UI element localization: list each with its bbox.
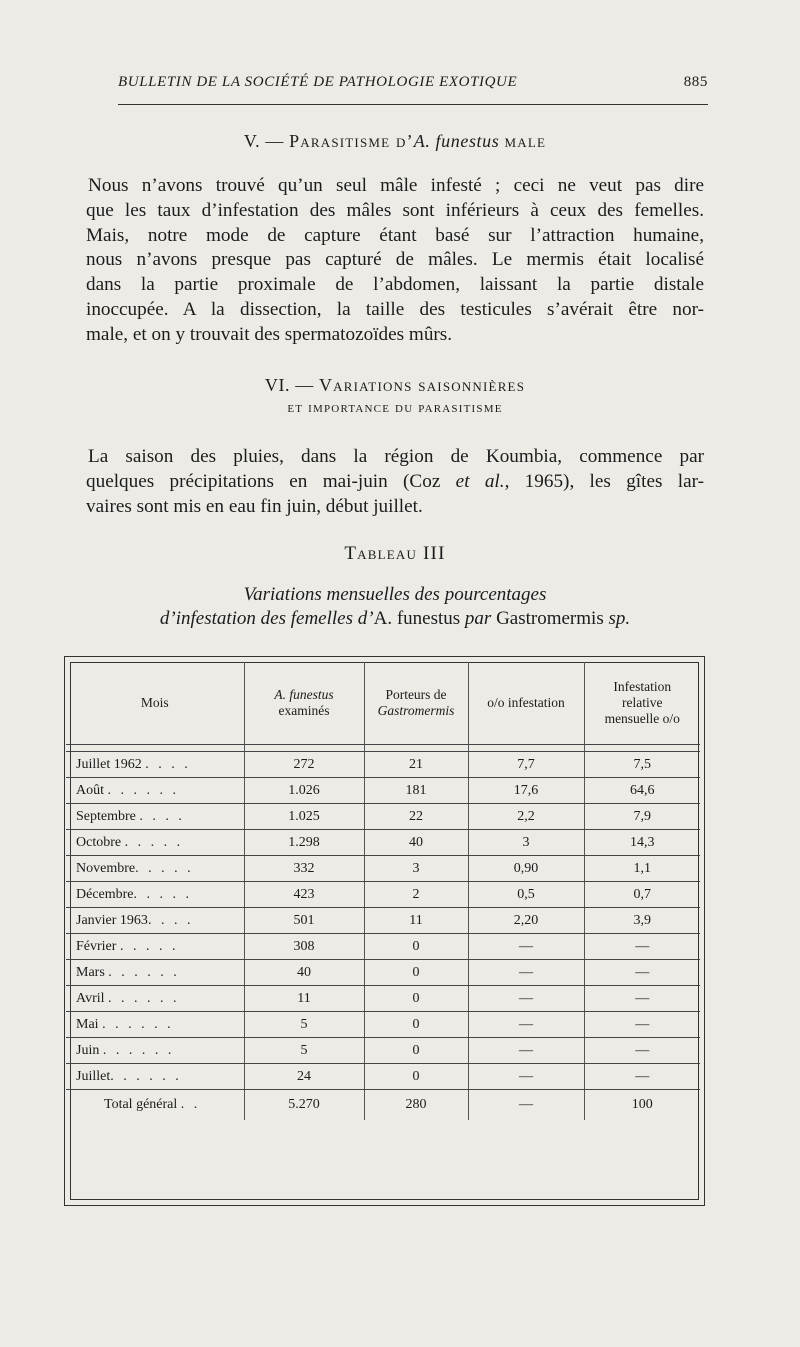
month-label: Juillet 1962 (76, 756, 142, 772)
cell-examines: 308 (244, 934, 364, 960)
header-examines (244, 662, 364, 745)
cell-mois (66, 1012, 244, 1038)
dot-leader: . . . . . . (108, 964, 180, 980)
cell-examines: 1.298 (244, 830, 364, 856)
section-5-paragraph (86, 174, 704, 348)
page-number: 885 (683, 74, 708, 90)
cell-infestation: 0,90 (468, 856, 584, 882)
caption-genus: Gastromermis (496, 608, 604, 629)
cell-mois (66, 960, 244, 986)
header-rule (118, 104, 708, 105)
dot-leader: . . . . . . (108, 990, 180, 1006)
month-label: Juillet (76, 1068, 111, 1084)
cell-porteurs: 0 (364, 934, 468, 960)
paragraph-line: vaires sont mis en eau fin juin, début juillet. (86, 495, 423, 517)
month-label: Octobre (76, 834, 122, 850)
cell-total-porteurs: 280 (364, 1090, 468, 1121)
dot-leader: . . . . . (119, 938, 179, 954)
journal-title: BULLETIN DE LA SOCIÉTÉ DE PATHOLOGIE EXOTIQUE (118, 74, 518, 90)
table-caption (60, 583, 730, 631)
table-row (66, 1064, 700, 1090)
paragraph-line: dans la partie proximale de l’abdomen, laissant la partie distale (86, 274, 704, 296)
cell-examines: 1.025 (244, 804, 364, 830)
dot-leader: . . . . (147, 912, 194, 928)
caption-text: d’infestation des femelles d’ (159, 608, 374, 629)
header-relative-3: mensuelle o/o (604, 711, 680, 726)
cell-porteurs: 40 (364, 830, 468, 856)
cell-examines: 423 (244, 882, 364, 908)
cell-mois (66, 1038, 244, 1064)
header-infestation: o/o infestation (468, 662, 584, 745)
cell-examines: 501 (244, 908, 364, 934)
cell-porteurs: 181 (364, 778, 468, 804)
month-label: Avril (76, 990, 105, 1006)
cell-mois (66, 908, 244, 934)
dot-leader: . . . . . (135, 860, 194, 876)
section-6-heading-line-2: et importance du parasitisme (287, 400, 503, 416)
cell-infestation: — (468, 934, 584, 960)
paragraph-line: inoccupée. A la dissection, la taille des testicules s’avérait être nor- (86, 298, 704, 320)
paragraph-text: quelques précipitations en mai-juin (Coz (86, 470, 456, 492)
cell-mois (66, 1064, 244, 1090)
cell-relative: 64,6 (584, 778, 700, 804)
section-5-number: V. — (243, 131, 284, 151)
cell-porteurs: 0 (364, 1064, 468, 1090)
cell-relative: — (584, 1012, 700, 1038)
cell-relative: — (584, 960, 700, 986)
cell-porteurs: 0 (364, 986, 468, 1012)
table-title (80, 543, 710, 565)
table-row (66, 908, 700, 934)
table-row (66, 1012, 700, 1038)
cell-examines: 5 (244, 1038, 364, 1064)
header-examines-text: examinés (278, 703, 330, 718)
cell-porteurs: 0 (364, 1012, 468, 1038)
dot-leader: . . . . . . (102, 1042, 175, 1058)
table-title-text: Tableau III (344, 543, 446, 564)
total-label: Total général (104, 1097, 178, 1112)
cell-infestation: — (468, 1064, 584, 1090)
cell-relative: — (584, 934, 700, 960)
cell-relative: 7,9 (584, 804, 700, 830)
cell-examines: 11 (244, 986, 364, 1012)
dot-leader: . . . . . (124, 834, 184, 850)
dot-leader: . . . . . . (107, 782, 179, 798)
month-label: Novembre (76, 860, 136, 876)
cell-relative: 14,3 (584, 830, 700, 856)
section-5-heading-text: Parasitisme d’ (289, 131, 414, 151)
section-6-heading (80, 375, 710, 396)
month-label: Janvier 1963 (76, 912, 148, 928)
caption-text: par (460, 608, 497, 629)
cell-examines: 5 (244, 1012, 364, 1038)
cell-total-relative: 100 (584, 1090, 700, 1121)
cell-total-examines: 5.270 (244, 1090, 364, 1121)
cell-mois (66, 856, 244, 882)
month-label: Décembre (76, 886, 134, 902)
infestation-table (66, 662, 700, 1120)
header-mois: Mois (140, 695, 169, 710)
section-6-heading-2 (80, 400, 710, 417)
caption-line-2 (60, 607, 730, 631)
section-5-heading-tail: male (504, 131, 547, 151)
cell-mois (66, 752, 244, 778)
cell-infestation: 2,2 (468, 804, 584, 830)
cell-examines: 40 (244, 960, 364, 986)
table-row (66, 856, 700, 882)
cell-examines: 1.026 (244, 778, 364, 804)
dot-leader: . . . . (139, 808, 185, 824)
section-6-number: VI. — (264, 375, 314, 395)
month-label: Septembre (76, 808, 136, 824)
cell-infestation: — (468, 960, 584, 986)
cell-porteurs: 2 (364, 882, 468, 908)
cell-relative: 3,9 (584, 908, 700, 934)
month-label: Juin (76, 1042, 100, 1058)
citation-et-al: et al. (455, 470, 505, 492)
dot-leader: . . (180, 1097, 201, 1112)
cell-infestation: 7,7 (468, 752, 584, 778)
cell-porteurs: 0 (364, 960, 468, 986)
cell-relative: 0,7 (584, 882, 700, 908)
caption-text: sp. (603, 608, 631, 629)
table-header-row (66, 662, 700, 745)
cell-mois (66, 778, 244, 804)
table-row (66, 960, 700, 986)
table-row (66, 778, 700, 804)
header-species: A. funestus (274, 687, 334, 702)
cell-infestation: 17,6 (468, 778, 584, 804)
cell-examines: 272 (244, 752, 364, 778)
cell-mois (66, 882, 244, 908)
cell-mois (66, 986, 244, 1012)
header-porteurs (364, 662, 468, 745)
total-row (66, 1090, 700, 1121)
cell-infestation: — (468, 1038, 584, 1064)
table-row (66, 804, 700, 830)
paragraph-line: La saison des pluies, dans la région de Koumbia, commence par (88, 446, 704, 467)
cell-porteurs: 22 (364, 804, 468, 830)
paragraph-text: , 1965), les gîtes lar- (504, 470, 704, 492)
header-separator (66, 745, 700, 752)
dot-leader: . . . . . . (110, 1068, 182, 1084)
table-row (66, 986, 700, 1012)
cell-porteurs: 0 (364, 1038, 468, 1064)
cell-relative: — (584, 1064, 700, 1090)
cell-porteurs: 11 (364, 908, 468, 934)
caption-line-1: Variations mensuelles des pourcentages (243, 584, 547, 605)
cell-porteurs: 21 (364, 752, 468, 778)
cell-relative: — (584, 1038, 700, 1064)
header-relative (584, 662, 700, 745)
cell-mois (66, 934, 244, 960)
table-row (66, 752, 700, 778)
header-genus: Gastromermis (377, 703, 455, 718)
cell-total-infestation: — (468, 1090, 584, 1121)
dot-leader: . . . . (145, 756, 191, 772)
month-label: Août (76, 782, 104, 798)
paragraph-line: que les taux d’infestation des mâles sont inférieurs à ceux des femelles. (86, 199, 704, 221)
table-row (66, 830, 700, 856)
paragraph-line: male, et on y trouvait des spermatozoïdes mûrs. (86, 323, 453, 345)
table-row (66, 1038, 700, 1064)
cell-mois (66, 830, 244, 856)
header-porteurs-text: Porteurs de (385, 687, 447, 702)
paragraph-line: nous n’avons presque pas capturé de mâles. Le mermis était localisé (86, 249, 704, 271)
cell-mois (66, 804, 244, 830)
caption-species: A. funestus (373, 608, 461, 629)
cell-infestation: 2,20 (468, 908, 584, 934)
section-6-heading-line-1: Variations saisonnières (318, 375, 526, 395)
section-6-paragraph (86, 445, 704, 519)
month-label: Février (76, 938, 117, 954)
cell-examines: 332 (244, 856, 364, 882)
month-label: Mars (76, 964, 105, 980)
cell-infestation: 0,5 (468, 882, 584, 908)
cell-relative: 1,1 (584, 856, 700, 882)
paragraph-line (86, 470, 704, 495)
header-relative-2: relative (622, 695, 663, 710)
paragraph-line: Mais, notre mode de capture étant basé sur l’attraction humaine, (86, 224, 704, 246)
cell-infestation: 3 (468, 830, 584, 856)
month-label: Mai (76, 1016, 99, 1032)
cell-infestation: — (468, 986, 584, 1012)
cell-relative: 7,5 (584, 752, 700, 778)
section-5-heading (80, 131, 710, 152)
dot-leader: . . . . . . (102, 1016, 174, 1032)
dot-leader: . . . . . (133, 886, 193, 902)
table-row (66, 882, 700, 908)
cell-infestation: — (468, 1012, 584, 1038)
table-row (66, 934, 700, 960)
header-relative-1: Infestation (613, 679, 672, 694)
cell-porteurs: 3 (364, 856, 468, 882)
cell-examines: 24 (244, 1064, 364, 1090)
paragraph-line: Nous n’avons trouvé qu’un seul mâle infesté ; ceci ne veut pas dire (88, 175, 704, 196)
cell-relative: — (584, 986, 700, 1012)
section-5-species: A. funestus (413, 131, 500, 151)
cell-total-label (66, 1090, 244, 1121)
